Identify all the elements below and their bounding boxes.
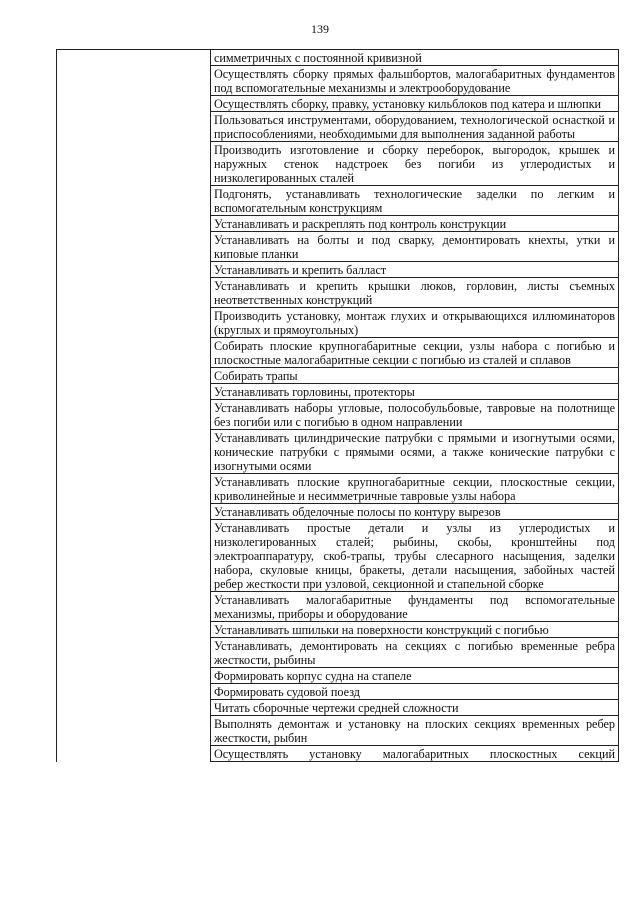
table-cell: Устанавливать простые детали и узлы из углеродистых и низколегированных сталей; рыбины, скобы, кронштейны под электроаппаратуру, скоб-трапы, трубы слесарного насыщения, заделки набора, скуловые кницы, бракеты, детали насыщения, забойных частей ребер жесткости при узловой, секционной и стапельной сборке bbox=[211, 520, 619, 592]
table-cell: Устанавливать и раскреплять под контроль конструкции bbox=[211, 216, 619, 232]
table-cell: Собирать плоские крупногабаритные секции, узлы набора с погибью и плоскостные малогабаритные секции с погибью из сталей и сплавов bbox=[211, 338, 619, 368]
table-cell: симметричных с постоянной кривизной bbox=[211, 50, 619, 66]
table-row bbox=[57, 50, 619, 66]
table-cell: Пользоваться инструментами, оборудованием, технологической оснасткой и приспособлениями, необходимыми для выполнения заданной работы bbox=[211, 112, 619, 142]
table-cell: Читать сборочные чертежи средней сложности bbox=[211, 700, 619, 716]
table-cell: Собирать трапы bbox=[211, 368, 619, 384]
page-number: 139 bbox=[311, 22, 329, 36]
table-cell: Устанавливать малогабаритные фундаменты под вспомогательные механизмы, приборы и оборудование bbox=[211, 592, 619, 622]
table-cell: Формировать судовой поезд bbox=[211, 684, 619, 700]
table-cell: Формировать корпус судна на стапеле bbox=[211, 668, 619, 684]
table-cell: Устанавливать шпильки на поверхности конструкций с погибью bbox=[211, 622, 619, 638]
skills-table bbox=[56, 49, 619, 762]
table-cell: Устанавливать наборы угловые, полособульбовые, тавровые на полотнище без погиби или с погибью в одном направлении bbox=[211, 400, 619, 430]
table-cell: Устанавливать и крепить крышки люков, горловин, листы съемных неответственных конструкций bbox=[211, 278, 619, 308]
table-cell: Устанавливать горловины, протекторы bbox=[211, 384, 619, 400]
table-cell: Подгонять, устанавливать технологические заделки по легким и вспомогательным конструкциям bbox=[211, 186, 619, 216]
table-cell: Устанавливать на болты и под сварку, демонтировать кнехты, утки и киповые планки bbox=[211, 232, 619, 262]
left-column-cell bbox=[57, 50, 211, 762]
table-cell: Устанавливать цилиндрические патрубки с прямыми и изогнутыми осями, конические патрубки с прямыми осями, а также конические патрубки с изогнутыми осями bbox=[211, 430, 619, 474]
table-cell: Устанавливать плоские крупногабаритные секции, плоскостные секции, криволинейные и несимметричные тавровые узлы набора bbox=[211, 474, 619, 504]
table-cell: Осуществлять сборку прямых фальшбортов, малогабаритных фундаментов под вспомогательные механизмы и электрооборудование bbox=[211, 66, 619, 96]
table-cell: Производить изготовление и сборку переборок, выгородок, крышек и наружных стенок надстроек без погиби из углеродистых и низколегированных сталей bbox=[211, 142, 619, 186]
table-cell: Осуществлять установку малогабаритных плоскостных секций bbox=[211, 746, 619, 762]
table-cell: Устанавливать обделочные полосы по контуру вырезов bbox=[211, 504, 619, 520]
table-cell: Устанавливать и крепить балласт bbox=[211, 262, 619, 278]
table-cell: Устанавливать, демонтировать на секциях с погибью временные ребра жесткости, рыбины bbox=[211, 638, 619, 668]
table-cell: Выполнять демонтаж и установку на плоских секциях временных ребер жесткости, рыбин bbox=[211, 716, 619, 746]
table-cell: Осуществлять сборку, правку, установку кильблоков под катера и шлюпки bbox=[211, 96, 619, 112]
table-cell: Производить установку, монтаж глухих и открывающихся иллюминаторов (круглых и прямоугольных) bbox=[211, 308, 619, 338]
